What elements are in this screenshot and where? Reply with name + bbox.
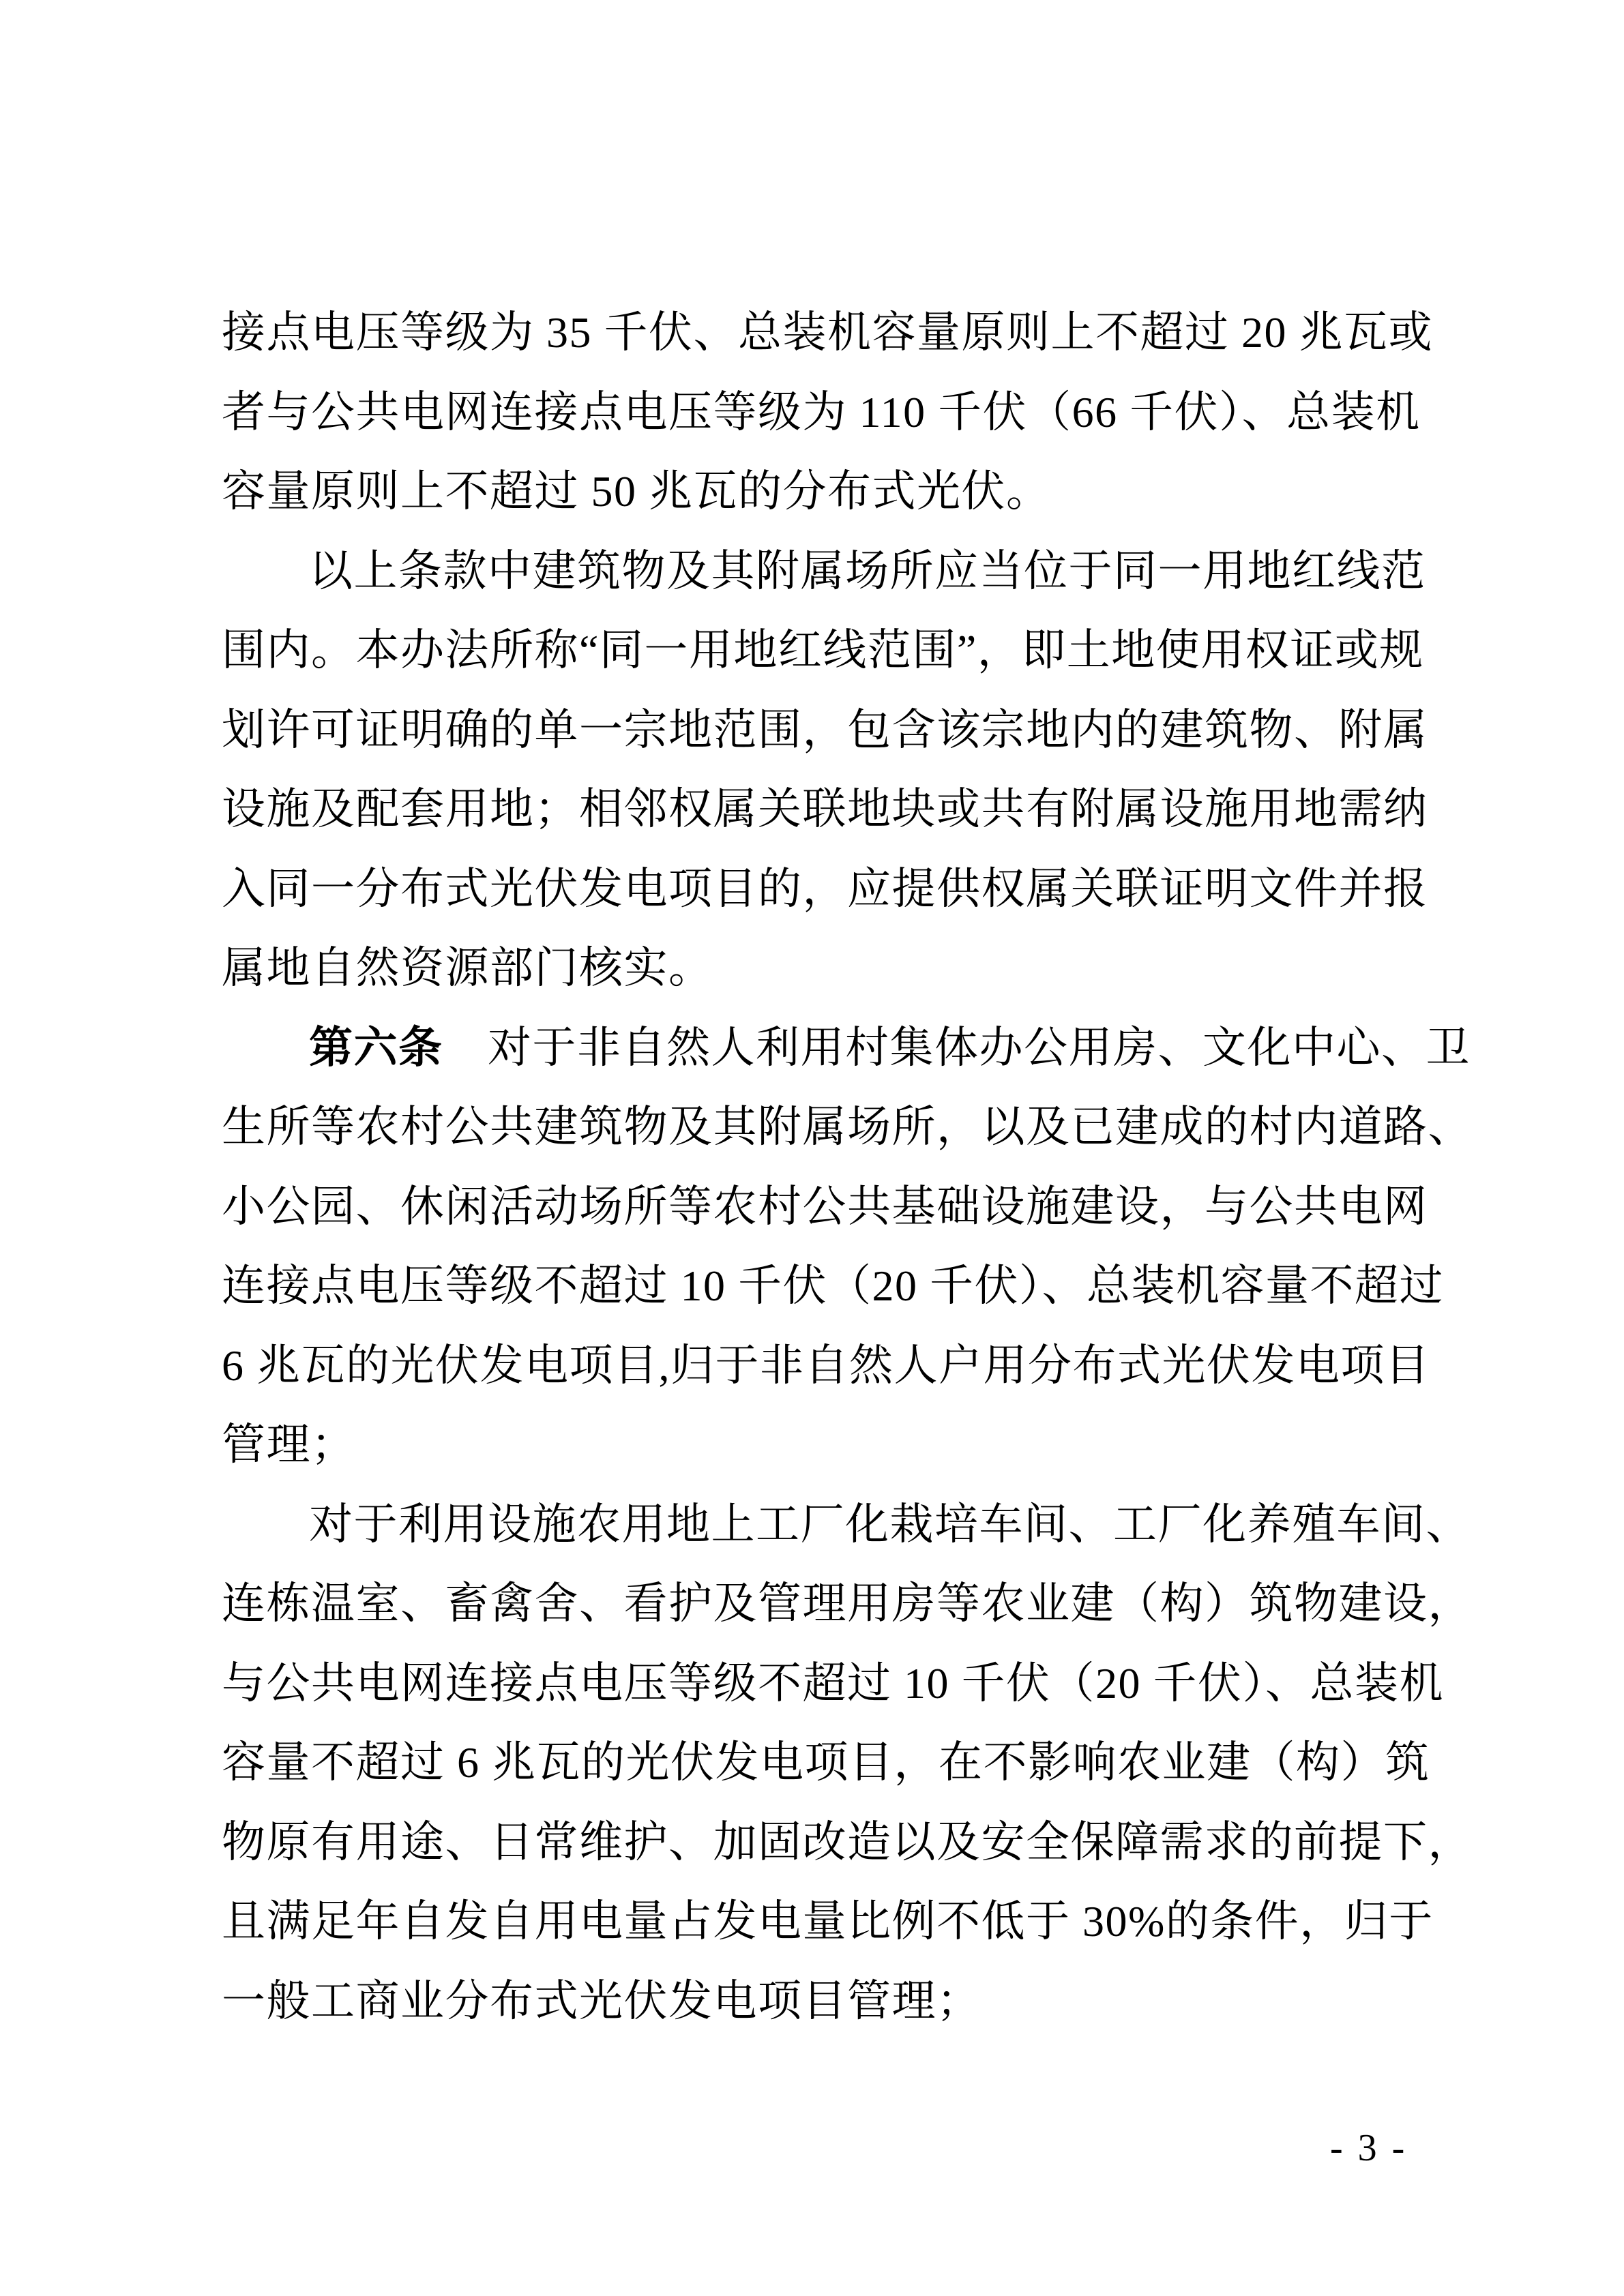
line-text: 管理； [222,1420,356,1469]
line-text: 对于非自然人利用村集体办公用房、文化中心、卫 [443,1023,1471,1072]
document-body [222,293,1473,2041]
line-text: 物原有用途、日常维护、加固改造以及安全保障需求的前提下， [222,1817,1473,1866]
text-line [222,1644,1444,1724]
text-line [222,532,1426,612]
line-text: 且满足年自发自用电量占发电量比例不低于 30%的条件，归于 [222,1897,1434,1945]
article-number-bold: 第六条 [309,1023,443,1072]
text-line [222,373,1423,453]
line-text: 以上条款中建筑物及其附属场所应当位于同一用地红线范 [309,546,1426,595]
text-line [222,691,1428,771]
text-line [222,1088,1473,1167]
text-line [222,452,1423,532]
line-text: 连接点电压等级不超过 10 千伏（20 千伏）、总装机容量不超过 [222,1262,1444,1310]
line-text: 围内。本办法所称“同一用地红线范围”，即土地使用权证或规 [222,626,1424,674]
line-text: 与公共电网连接点电压等级不超过 10 千伏（20 千伏）、总装机 [222,1658,1444,1708]
text-line [222,1247,1444,1326]
text-line [222,850,1428,929]
text-line [222,1326,1430,1406]
text-line [222,1962,1423,2042]
line-text: 设施及配套用地；相邻权属关联地块或共有附属设施用地需纳 [222,785,1428,833]
line-text: 生所等农村公共建筑物及其附属场所，以及已建成的村内道路、 [222,1103,1473,1151]
text-line [222,1564,1473,1644]
line-text: 划许可证明确的单一宗地范围，包含该宗地内的建筑物、附属 [222,705,1428,754]
page-number: - 3 - [1330,2127,1408,2169]
text-line [222,293,1433,373]
line-text: 属地自然资源部门核实。 [222,944,713,992]
line-text: 容量原则上不超过 50 兆瓦的分布式光伏。 [222,467,1051,516]
text-line [222,770,1428,850]
line-text: 入同一分布式光伏发电项目的，应提供权属关联证明文件并报 [222,864,1428,913]
line-text: 容量不超过 6 兆瓦的光伏发电项目，在不影响农业建（构）筑 [222,1738,1430,1787]
line-text: 一般工商业分布式光伏发电项目管理； [222,1976,981,2025]
line-text: 小公园、休闲活动场所等农村公共基础设施建设，与公共电网 [222,1182,1428,1231]
text-line [222,1882,1434,1962]
text-line [222,1485,1471,1565]
line-text: 对于利用设施农用地上工厂化栽培车间、工厂化养殖车间、 [309,1500,1471,1549]
line-text: 6 兆瓦的光伏发电项目,归于非自然人户用分布式光伏发电项目 [222,1341,1430,1390]
line-text: 连栋温室、畜禽舍、看护及管理用房等农业建（构）筑物建设， [222,1579,1473,1628]
line-text: 者与公共电网连接点电压等级为 110 千伏（66 千伏）、总装机 [222,387,1421,436]
text-line [222,1405,1423,1485]
text-line [222,611,1423,691]
text-line [222,1009,1471,1088]
text-line [222,1167,1428,1247]
line-text: 接点电压等级为 35 千伏、总装机容量原则上不超过 20 兆瓦或 [222,308,1433,357]
text-line [222,929,1423,1009]
text-line [222,1803,1473,1883]
text-line [222,1723,1430,1803]
